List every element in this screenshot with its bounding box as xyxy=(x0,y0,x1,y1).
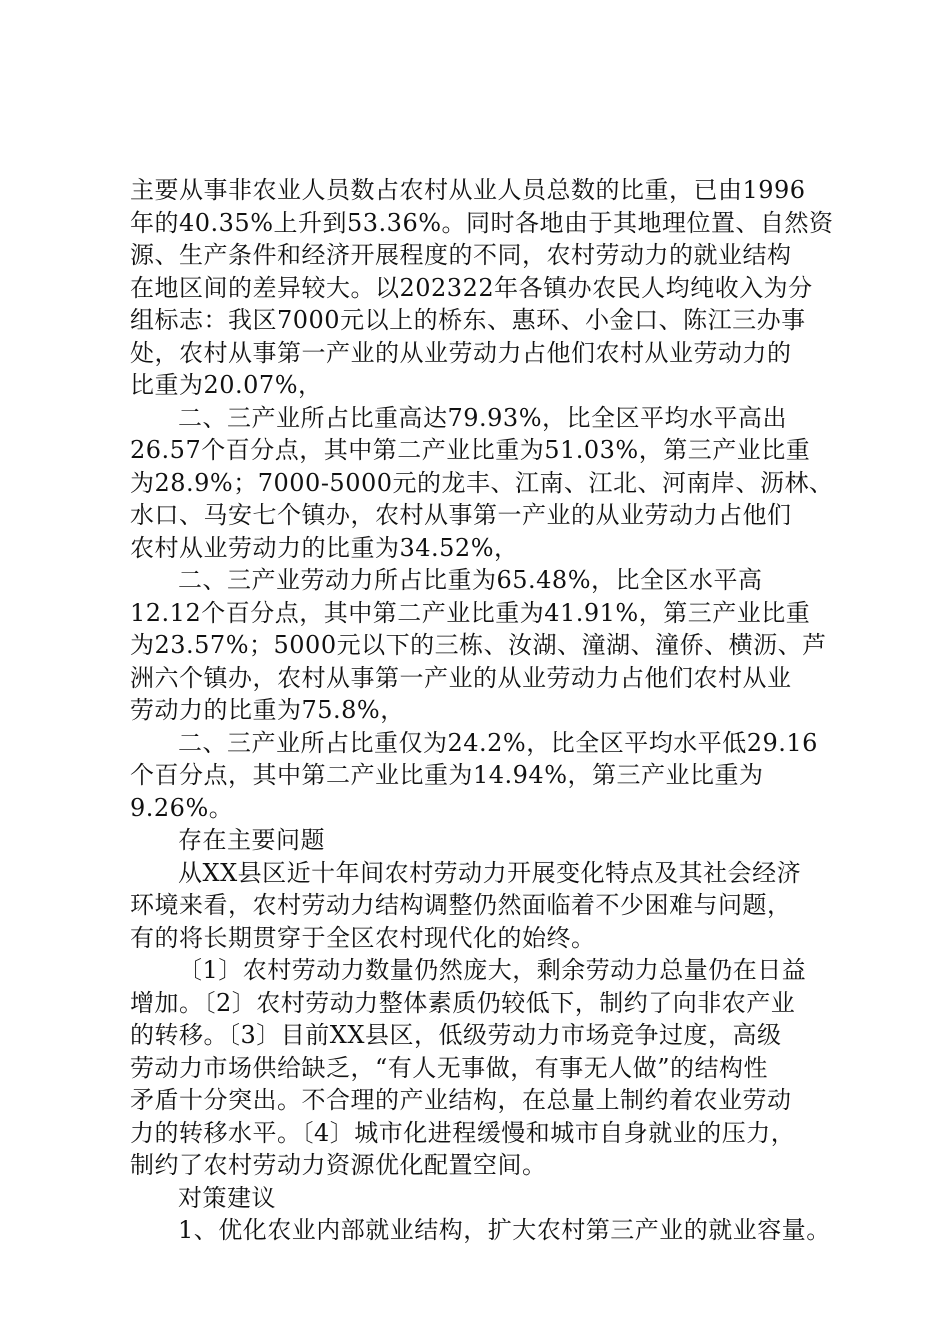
text-line: 年的40.35%上升到53.36%。同时各地由于其地理位置、自然资 xyxy=(130,208,834,237)
text-line: 对策建议 xyxy=(178,1183,276,1212)
text-line: 环境来看，农村劳动力结构调整仍然面临着不少困难与问题， xyxy=(130,891,792,919)
text-line: 矛盾十分突出。不合理的产业结构，在总量上制约着农业劳动 xyxy=(130,1086,792,1114)
text-line: 农村从业劳动力的比重为34.52%， xyxy=(130,533,519,562)
text-line: 在地区间的差异较大。以202322年各镇办农民人均纯收入为分 xyxy=(130,273,813,302)
text-line: 处，农村从事第一产业的从业劳动力占他们农村从业劳动力的 xyxy=(130,338,792,367)
text-line: 源、生产条件和经济开展程度的不同，农村劳动力的就业结构 xyxy=(130,241,792,269)
text-line: 洲六个镇办，农村从事第一产业的从业劳动力占他们农村从业 xyxy=(130,663,792,692)
text-line: 二、三产业劳动力所占比重为65.48%，比全区水平高 xyxy=(178,566,763,594)
text-line: 12.12个百分点，其中第二产业比重为41.91%，第三产业比重 xyxy=(130,598,811,627)
text-line: 劳动力的比重为75.8%， xyxy=(130,696,405,724)
text-line: 水口、马安七个镇办，农村从事第一产业的从业劳动力占他们 xyxy=(130,501,792,529)
text-line: 力的转移水平。〔4〕城市化进程缓慢和城市自身就业的压力， xyxy=(130,1118,796,1147)
text-line: 主要从事非农业人员数占农村从业人员总数的比重，已由1996 xyxy=(130,176,806,204)
text-line: 为28.9%；7000-5000元的龙丰、江南、江北、河南岸、沥林、 xyxy=(130,468,834,497)
text-line: 个百分点，其中第二产业比重为14.94%，第三产业比重为 xyxy=(130,761,764,789)
text-line: 的转移。〔3〕目前XX县区，低级劳动力市场竞争过度，高级 xyxy=(130,1021,782,1049)
text-line: 劳动力市场供给缺乏，“有人无事做，有事无人做”的结构性 xyxy=(130,1053,769,1082)
text-line: 二、三产业所占比重仅为24.2%，比全区平均水平低29.16 xyxy=(178,728,818,757)
text-line: 〔1〕农村劳动力数量仍然庞大，剩余劳动力总量仍在日益 xyxy=(178,956,807,984)
text-line: 制约了农村劳动力资源优化配置空间。 xyxy=(130,1151,547,1179)
text-line: 26.57个百分点，其中第二产业比重为51.03%，第三产业比重 xyxy=(130,436,811,464)
text-line: 9.26%。 xyxy=(130,793,234,822)
text-line: 为23.57%；5000元以下的三栋、汝湖、潼湖、潼侨、横沥、芦 xyxy=(130,631,827,659)
text-line: 存在主要问题 xyxy=(178,826,325,854)
text-line: 组标志：我区7000元以上的桥东、惠环、小金口、陈江三办事 xyxy=(130,306,806,334)
text-line: 有的将长期贯穿于全区农村现代化的始终。 xyxy=(130,923,596,952)
text-line: 增加。〔2〕农村劳动力整体素质仍较低下，制约了向非农产业 xyxy=(130,988,796,1017)
text-line: 从XX县区近十年间农村劳动力开展变化特点及其社会经济 xyxy=(178,858,802,887)
text-line: 1、优化农业内部就业结构，扩大农村第三产业的就业容量。 xyxy=(178,1216,831,1244)
text-line: 二、三产业所占比重高达79.93%，比全区平均水平高出 xyxy=(178,403,788,432)
text-line: 比重为20.07%， xyxy=(130,371,323,399)
document-body xyxy=(130,174,850,1247)
